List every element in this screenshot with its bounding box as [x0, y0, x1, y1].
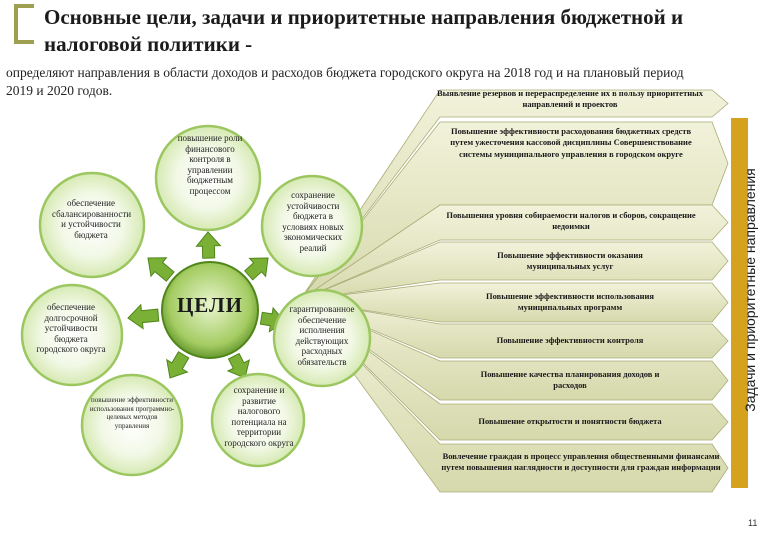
goal-text-5: обеспечение долгосрочной устойчивости бюджета городского округа: [36, 302, 106, 354]
task-text-2: Повышение эффективности оказания муниципальных услуг: [497, 250, 643, 272]
connector-arrow-upper-left: [148, 258, 174, 281]
center-label: ЦЕЛИ: [176, 293, 244, 317]
task-text-4: Повышение эффективности контроля: [496, 335, 644, 345]
task-text-5: Повышение качества планирования доходов и расходов: [480, 369, 660, 391]
goal-text-3: сохранение и развитие налогового потенциала на территории городского округа: [224, 385, 294, 448]
connector-arrow-top: [196, 232, 220, 258]
goal-text-2: гарантированное обеспечение исполнения действующих расходных обязательств: [289, 304, 355, 367]
task-text-6: Повышение открытости и понятности бюджета: [478, 416, 662, 426]
task-text-3: Повышение эффективности использования муниципальных программ: [486, 291, 654, 313]
vertical-label: Задачи и приоритетные направления: [742, 168, 758, 412]
slide-subtitle: определяют направления в области доходов и расходов бюджета городского округа на 2018 год и на плановый период 2019 и 2020 годов.: [6, 65, 684, 98]
connector-arrow-lower-left: [167, 352, 189, 378]
goal-text-1: сохранение устойчивости бюджета в условиях новых экономических реалий: [282, 190, 344, 253]
connector-arrow-left: [128, 305, 159, 329]
task-text-7: Вовлечение граждан в процесс управления общественными финансами путем повышения наглядности и доступности для граждан информации: [441, 451, 721, 473]
goal-text-4: повышение эффективности использования программно-целевых методов управления: [89, 396, 175, 430]
task-text-0: Повышение эффективности расходования бюджетных средств путем ужесточения кассовой дисциплины Совершенствование системы муниципального управления в городском округе: [450, 126, 692, 159]
task-text-1: Повышения уровня собираемости налогов и сборов, сокращение недоимки: [446, 210, 696, 232]
tasks-header: Выявление резервов и перераспределение их в пользу приоритетных направлений и проектов: [436, 88, 704, 110]
connector-arrow-upper-right: [245, 258, 268, 280]
goal-text-0: повышение роли финансового контроля в управлении бюджетным процессом: [177, 133, 243, 196]
page-number: 11: [748, 518, 758, 528]
slide-title: Основные цели, задачи и приоритетные направления бюджетной и налоговой политики -: [44, 5, 684, 56]
goal-text-6: обеспечение сбалансированности и устойчивости бюджета: [52, 198, 132, 240]
